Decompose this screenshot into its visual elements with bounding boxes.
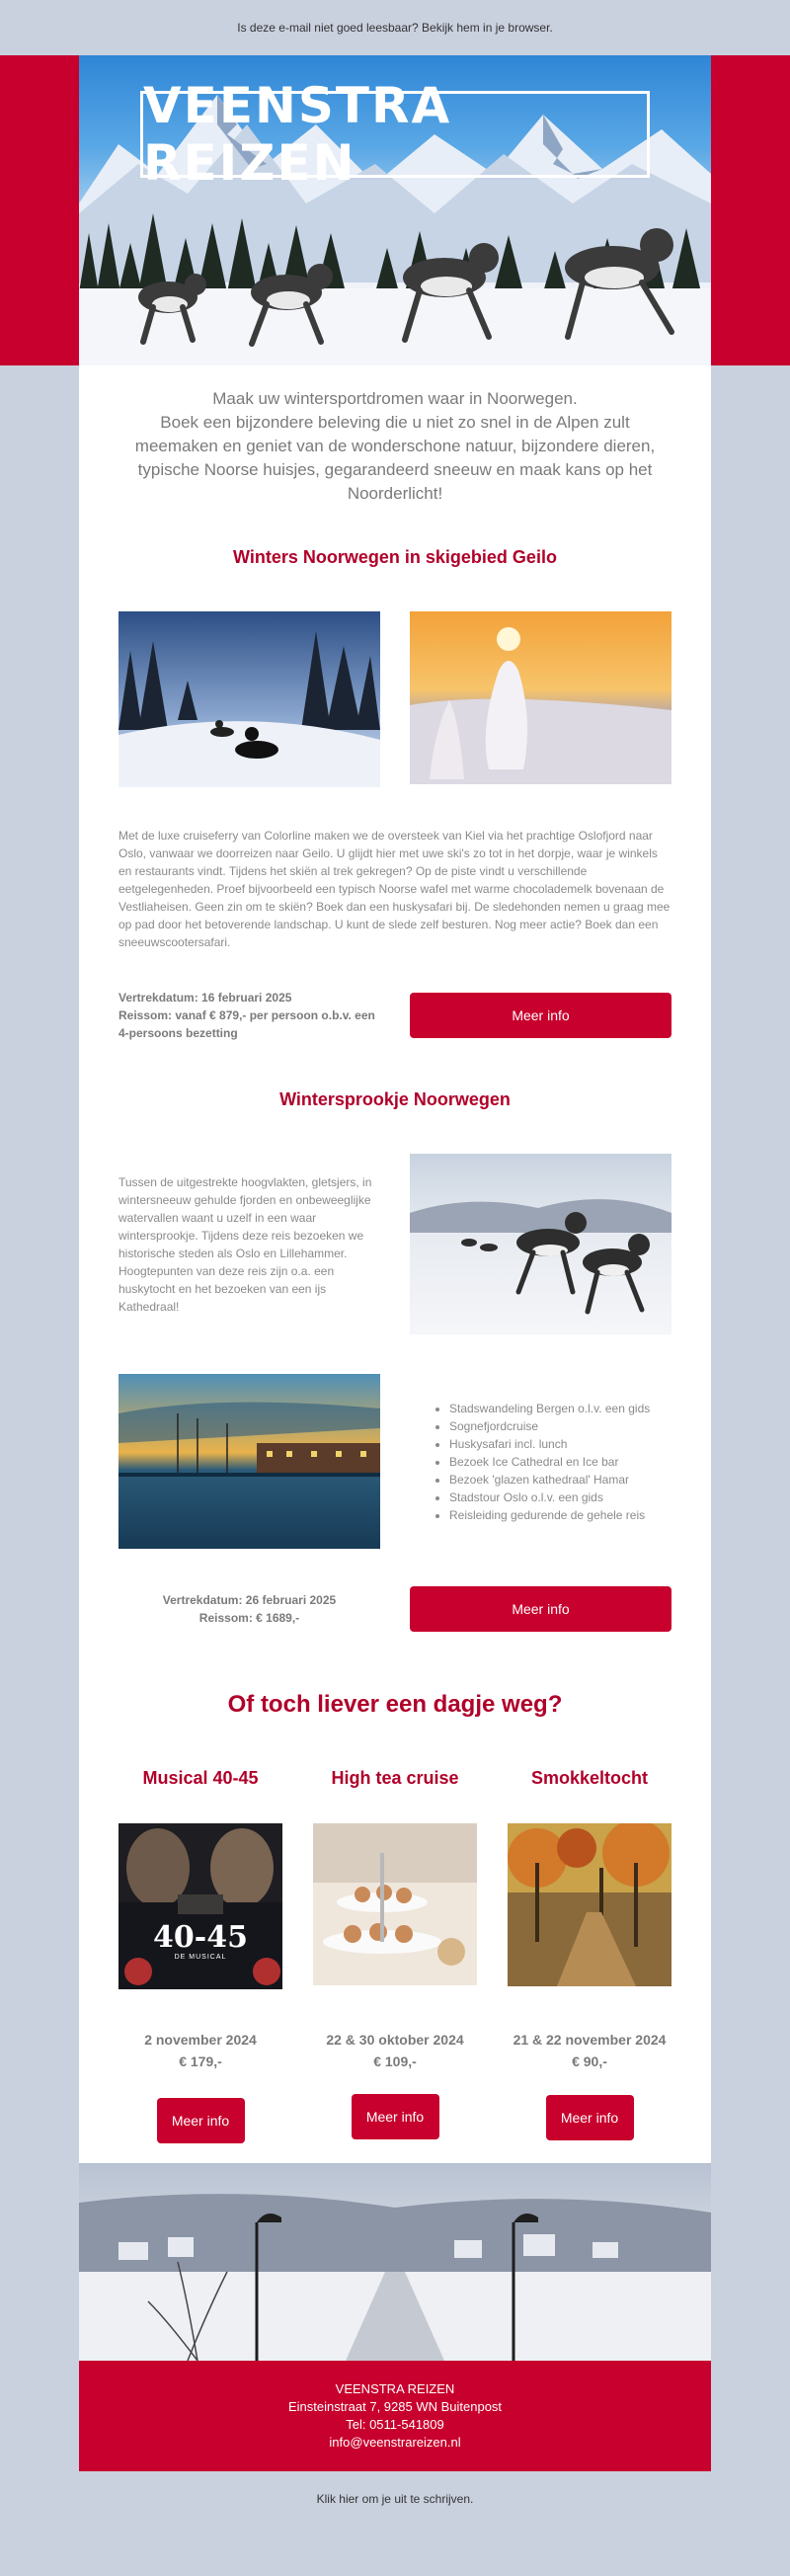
daytrip-title: Musical 40-45	[142, 1768, 259, 1788]
high-tea-photo	[313, 1823, 477, 1985]
footer-email[interactable]: info@veenstrareizen.nl	[329, 2435, 461, 2450]
trip1-booking-row	[79, 951, 711, 1042]
daytrip-info	[508, 1986, 672, 2095]
husky-sled-photo	[410, 1154, 672, 1334]
list-item: • Bezoek Ice Cathedral en Ice bar	[449, 1453, 672, 1471]
footer-company: VEENSTRA REIZEN	[335, 2381, 455, 2396]
daytrips-row	[79, 1768, 711, 2143]
trip1-price: Reissom: vanaf € 879,- per persoon o.b.v. een 4-persoons bezetting	[118, 1008, 375, 1040]
hero-banner	[79, 55, 711, 365]
intro-line-2: Boek een bijzondere beleving die u niet zo snel in de Alpen zult meemaken en geniet van de wonderschone natuur, bijzondere dieren, typische Noorse huisjes, gegarandeerd sneeuw en maak kans op het Noorderlicht!	[134, 413, 656, 503]
daytrip-price: € 179,-	[179, 2053, 222, 2069]
musical-poster-subtitle: DE MUSICAL	[174, 1954, 227, 1961]
trip1-departure-info	[118, 989, 380, 1042]
trip1-title: Winters Noorwegen in skigebied Geilo	[233, 547, 557, 567]
daytrips-title: Of toch liever een dagje weg?	[227, 1691, 563, 1718]
trip1-depart-date: Vertrekdatum: 16 februari 2025	[118, 991, 292, 1005]
daytrip-title: High tea cruise	[331, 1768, 459, 1788]
list-item: • Stadstour Oslo o.l.v. een gids	[449, 1489, 672, 1506]
trip1-more-info-button[interactable]: Meer info	[410, 993, 672, 1038]
list-item: • Stadswandeling Bergen o.l.v. een gids	[449, 1400, 672, 1417]
daytrip-info	[118, 1989, 282, 2098]
email-body	[79, 365, 711, 2163]
musical-more-info-button[interactable]: Meer info	[157, 2098, 245, 2143]
snowmobile-photo	[118, 611, 380, 787]
trip2-row-1	[79, 1154, 711, 1334]
list-item: • Reisleiding gedurende de gehele reis	[449, 1506, 672, 1524]
trip2-booking-row	[79, 1549, 711, 1632]
unsubscribe-text[interactable]: Klik hier om je uit te schrijven.	[316, 2492, 474, 2506]
trip2-more-info-button[interactable]: Meer info	[410, 1586, 672, 1632]
footer-image-band	[0, 2163, 790, 2361]
autumn-forest-photo	[508, 1823, 672, 1986]
musical-poster-image	[118, 1823, 282, 1989]
high-tea-more-info-button[interactable]: Meer info	[352, 2094, 439, 2139]
winter-town-photo	[79, 2163, 711, 2361]
daytrip-musical	[118, 1768, 282, 2143]
trip2-title: Wintersprookje Noorwegen	[279, 1089, 511, 1109]
trip2-price: Reissom: € 1689,-	[198, 1611, 300, 1625]
logo-frame	[140, 77, 650, 192]
daytrip-price: € 109,-	[373, 2053, 417, 2069]
trip2-row-2	[79, 1334, 711, 1549]
daytrip-info	[313, 1985, 477, 2094]
list-item: • Bezoek 'glazen kathedraal' Hamar	[449, 1471, 672, 1489]
trip2-departure-info	[118, 1591, 380, 1627]
musical-poster-title: 40-45	[153, 1920, 248, 1955]
footer-band	[0, 2361, 790, 2471]
view-in-browser-link[interactable]	[0, 0, 790, 55]
daytrip-price: € 90,-	[572, 2053, 607, 2069]
daytrip-title: Smokkeltocht	[530, 1768, 649, 1788]
trip2-description: Tussen de uitgestrekte hoogvlakten, gletsjers, in wintersneeuw gehulde fjorden en onbeweeglijke watervallen waant u uzelf in een waar wintersprookje. Tijdens deze reis bezoeken we historische steden als Oslo en Lillehammer. Hoogtepunten van deze reis zijn o.a. een huskytocht en het bezoeken van een ijs Kathedraal!	[118, 1174, 372, 1314]
trip2-depart-date: Vertrekdatum: 26 februari 2025	[162, 1593, 337, 1607]
daytrip-high-tea	[313, 1768, 477, 2143]
footer-info-block	[79, 2361, 711, 2471]
daytrip-date: 21 & 22 november 2024	[513, 2032, 667, 2048]
hero-band	[0, 55, 790, 365]
daytrip-date: 2 november 2024	[144, 2032, 257, 2048]
unsubscribe-link[interactable]	[0, 2471, 790, 2527]
sunset-snow-trees-photo	[410, 611, 672, 784]
smokkeltocht-more-info-button[interactable]: Meer info	[546, 2095, 634, 2140]
bergen-harbour-photo	[118, 1374, 380, 1549]
list-item: • Sognefjordcruise	[449, 1417, 672, 1435]
intro-line-1: Maak uw wintersportdromen waar in Noorwegen.	[212, 389, 578, 408]
trip1-description: Met de luxe cruiseferry van Colorline maken we de oversteek van Kiel via het prachtige Oslofjord naar Oslo, vanwaar we doorreizen naar Geilo. U glijdt hier met uwe ski's zo tot in het dorpje, waar je winkels en restaurants vindt. Tijdens het skiën al trek gekregen? Op de piste vindt u verschillende eetgelegenheden. Proef bijvoorbeeld een typisch Noorse wafel met warme chocolademelk bovenaan de Vestliaheisen. Geen zin om te skiën? Boek dan een huskysafari bij. De sledehonden nemen u graag mee op pad door het betoverende landschap. U kunt de slede zelf besturen. Nog meer actie? Boek dan een sneeuwscootersafari.	[118, 829, 671, 949]
daytrip-date: 22 & 30 oktober 2024	[326, 2032, 464, 2048]
trip1-images	[79, 611, 711, 787]
list-item: • Huskysafari incl. lunch	[449, 1435, 672, 1453]
intro-text	[79, 365, 711, 531]
logo-text: VEENSTRA REIZEN	[143, 77, 452, 192]
trip2-highlights-list	[410, 1400, 672, 1524]
footer-phone[interactable]: Tel: 0511-541809	[346, 2417, 444, 2432]
footer-address: Einsteinstraat 7, 9285 WN Buitenpost	[287, 2399, 503, 2414]
daytrip-smokkeltocht	[508, 1768, 672, 2143]
view-in-browser-text[interactable]: Is deze e-mail niet goed leesbaar? Bekijk hem in je browser.	[237, 21, 553, 35]
